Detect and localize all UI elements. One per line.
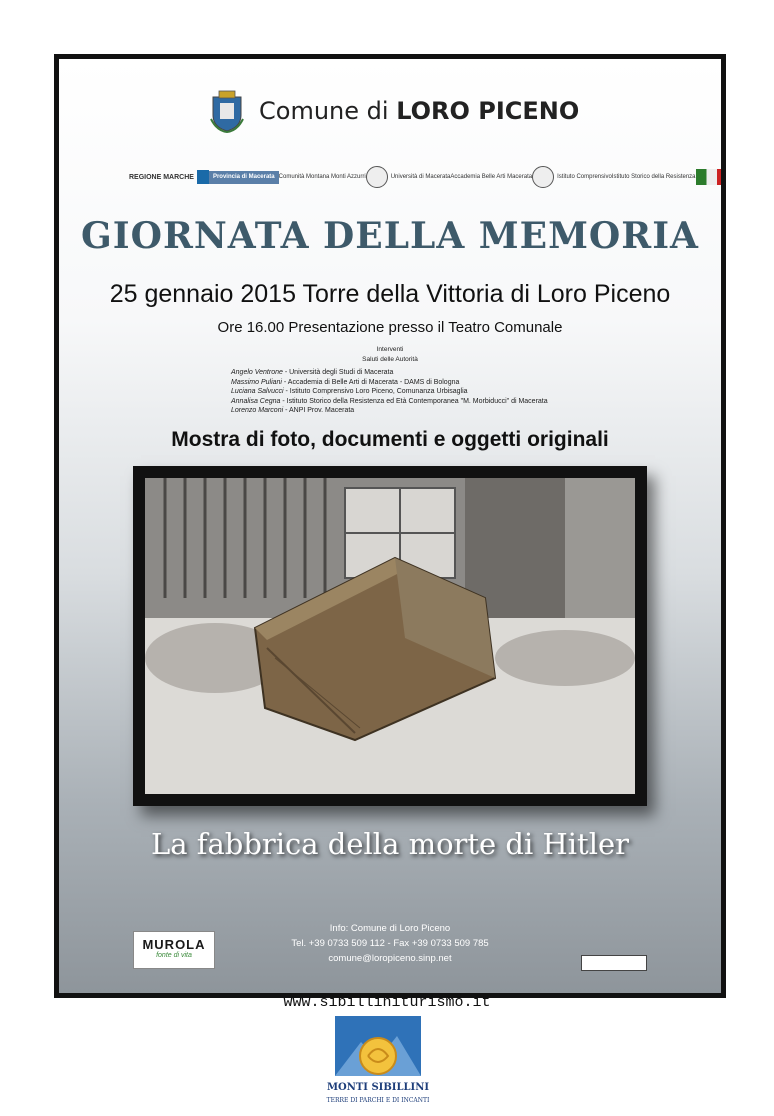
speaker-role: - Università degli Studi di Macerata [282, 369, 394, 376]
comune-crest-icon [209, 89, 245, 133]
contacts-email[interactable]: comune@loropiceno.sinp.net [328, 953, 452, 964]
book-photo-illustration [145, 478, 635, 794]
logo-label: Accademia Belle Arti Macerata [450, 173, 533, 180]
speaker-name: Angelo Ventrone [231, 369, 283, 376]
exhibition-photo [145, 478, 635, 794]
logo-label: REGIONE MARCHE [129, 173, 194, 181]
speaker-item [231, 368, 671, 378]
universita-logo [366, 166, 451, 188]
speaker-role: - ANPI Prov. Macerata [283, 407, 355, 414]
photo-frame [133, 466, 647, 806]
sibillini-logo-title: MONTI SIBILLINI [326, 1082, 430, 1093]
speaker-name: Lorenzo Marconi [231, 407, 284, 414]
speakers-list [231, 368, 671, 416]
accademia-logo [450, 174, 532, 181]
sibillini-logo-subtitle: TERRE DI PARCHI E DI INCANTI [326, 1097, 430, 1104]
provincia-logo [209, 171, 279, 184]
speaker-item [231, 397, 671, 407]
speaker-item [231, 406, 671, 416]
saluti-label: Saluti delle Autorità [362, 356, 418, 363]
event-time-line: Ore 16.00 Presentazione presso il Teatro Comunale [217, 319, 563, 336]
regione-marche-logo [129, 170, 209, 184]
event-tagline: La fabbrica della morte di Hitler [150, 827, 630, 861]
logo-label: Istituto Storico della Resistenza [611, 173, 696, 180]
speaker-item [231, 387, 671, 397]
murola-brand: MUROLA [142, 937, 206, 952]
header [59, 87, 721, 137]
logo-label: Università di Macerata [390, 173, 451, 180]
speaker-role: - Istituto Storico della Resistenza ed Età Contemporanea "M. Morbiducci" di Macerata [280, 397, 548, 405]
comune-title [259, 97, 579, 125]
comune-name: LORO PICENO [396, 97, 580, 125]
speaker-name: Luciana Salvucci [231, 388, 284, 395]
event-date-line: 25 gennaio 2015 Torre della Vittoria di Loro Piceno [109, 280, 671, 308]
murola-tagline: fonte di vita [156, 952, 192, 959]
logo-label: Provincia di Macerata [212, 173, 275, 180]
speaker-role: - Accademia di Belle Arti di Macerata - DAMS di Bologna [281, 378, 460, 386]
comune-prefix: Comune di [259, 97, 389, 125]
logo-label: Comunità Montana Monti Azzurri [278, 173, 366, 180]
event-title: GIORNATA DELLA MEMORIA [81, 215, 699, 257]
speaker-role: - Istituto Comprensivo Loro Piceno, Comunanza Urbisaglia [283, 388, 468, 395]
comunita-montana-logo [279, 174, 366, 181]
contacts-phone: Tel. +39 0733 509 112 - Fax +39 0733 509 785 [291, 938, 489, 949]
interventi-label: Interventi [376, 346, 404, 353]
logo-label: Istituto Comprensivo [557, 173, 612, 180]
anpi-logo [696, 169, 726, 185]
speaker-item [231, 378, 671, 388]
poster [54, 54, 726, 998]
istituto-comprensivo-logo [532, 166, 612, 188]
contacts-info: Info: Comune di Loro Piceno [329, 923, 451, 934]
istituto-storico-logo [612, 174, 696, 181]
exhibition-headline: Mostra di foto, documenti e oggetti originali [171, 428, 609, 451]
speaker-name: Annalisa Cegna [231, 397, 281, 405]
sponsor-logos [129, 155, 696, 199]
monti-sibillini-logo [323, 1014, 433, 1110]
website-link[interactable]: www.sibilliniturismo.it [283, 994, 491, 1011]
small-partner-logo [581, 955, 647, 971]
speaker-name: Massimo Puliani [231, 378, 282, 386]
